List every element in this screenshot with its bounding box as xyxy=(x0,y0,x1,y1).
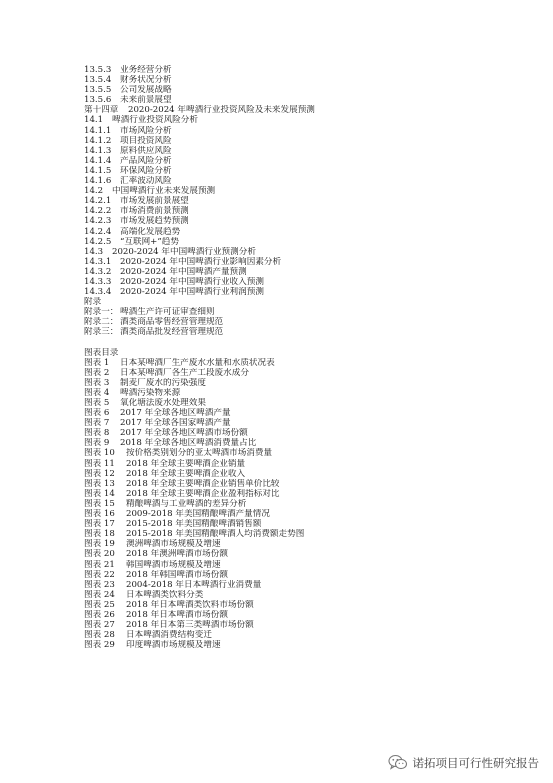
toc-entry xyxy=(84,368,524,378)
toc-entry-title: 2018 年全球主要啤酒企业盈利指标对比 xyxy=(126,488,280,499)
toc-entry xyxy=(84,85,524,95)
toc-entry xyxy=(84,489,524,499)
toc-entry-number: 13.5.4 xyxy=(84,75,112,86)
toc-entry-title: 2020-2024 年中国啤酒行业利润预测 xyxy=(120,287,264,298)
toc-entry xyxy=(84,378,524,388)
toc-entry-number: 14.2.4 xyxy=(84,226,112,237)
toc-entry-number: 附录 xyxy=(84,297,102,308)
toc-entry-number: 13.5.5 xyxy=(84,85,112,96)
toc-entry-title: 2018 年日本啤酒类饮料市场份额 xyxy=(126,599,254,610)
toc-entry-title: 未来前景展望 xyxy=(120,95,172,106)
toc-entry-title: 2018 年日本第三类啤酒市场份额 xyxy=(126,620,254,631)
toc-entry xyxy=(84,499,524,509)
toc-entry xyxy=(84,438,524,448)
toc-entry xyxy=(84,216,524,226)
toc-entry-title: 日本某啤酒厂各生产工段废水成分 xyxy=(120,367,249,378)
toc-entry xyxy=(84,65,524,75)
toc-entry-number: 附录二： xyxy=(84,317,119,328)
toc-entry-number: 图表 28 xyxy=(84,630,115,641)
toc-entry xyxy=(84,105,524,115)
toc-entry-number: 14.1.2 xyxy=(84,135,112,146)
toc-entry-number: 图表 14 xyxy=(84,488,115,499)
toc-entry-title: 氧化塘法废水处理效果 xyxy=(120,398,206,408)
toc-entry-number: 图表 10 xyxy=(84,448,115,459)
toc-entry-number: 图表 1 xyxy=(84,357,110,368)
toc-entry-number: 图表 21 xyxy=(84,559,115,570)
toc-entry-title: 业务经营分析 xyxy=(120,65,172,75)
section-spacer xyxy=(84,338,524,348)
toc-entry-title: 2020-2024 年中国啤酒行业预测分析 xyxy=(112,246,256,257)
toc-entry-title: 2020-2024 年中国啤酒行业收入预测 xyxy=(120,276,264,287)
wechat-icon xyxy=(388,754,408,771)
toc-entry-number: 图表目录 xyxy=(84,347,119,358)
toc-entry xyxy=(84,398,524,408)
toc-entry-title: 啤酒污染物来源 xyxy=(120,387,181,398)
toc-entry xyxy=(84,277,524,287)
toc-entry-number: 14.1.5 xyxy=(84,165,112,176)
toc-entry xyxy=(84,630,524,640)
toc-entry-title: 环保风险分析 xyxy=(120,165,172,176)
toc-entry xyxy=(84,267,524,277)
toc-entry xyxy=(84,95,524,105)
toc-entry xyxy=(84,610,524,620)
toc-entry-number: 图表 25 xyxy=(84,599,115,610)
toc-entry xyxy=(84,257,524,267)
toc-entry xyxy=(84,600,524,610)
toc-entry xyxy=(84,418,524,428)
toc-entry-number: 14.2 xyxy=(84,186,104,197)
toc-entry xyxy=(84,519,524,529)
toc-entry-title: 酒类商品批发经营管理规范 xyxy=(120,327,224,338)
toc-entry xyxy=(84,590,524,600)
toc-entry-title: 制麦厂废水的污染强度 xyxy=(120,377,206,388)
toc-entry-number: 14.2.2 xyxy=(84,206,112,217)
toc-entry-number: 图表 27 xyxy=(84,620,115,631)
toc-entry-title: 2009-2018 年美国精酿啤酒产量情况 xyxy=(126,509,270,520)
toc-entry-number: 图表 6 xyxy=(84,408,110,419)
toc-entry xyxy=(84,459,524,469)
toc-entry xyxy=(84,75,524,85)
toc-entry-title: 日本啤酒消费结构变迁 xyxy=(126,630,212,641)
toc-entry xyxy=(84,227,524,237)
toc-entry-title: 市场消费前景预测 xyxy=(120,206,189,217)
toc-entry-number: 图表 2 xyxy=(84,367,110,378)
toc-entry xyxy=(84,529,524,539)
toc-entry xyxy=(84,126,524,136)
toc-entry-title: 市场发展前景展望 xyxy=(120,196,189,207)
toc-entry-number: 14.2.3 xyxy=(84,216,112,227)
toc-entry-title: 产品风险分析 xyxy=(120,155,172,166)
toc-entry-title: 2017 年全球各地区啤酒产量 xyxy=(120,408,231,419)
toc-entry-number: 14.1.3 xyxy=(84,145,112,156)
toc-entry xyxy=(84,388,524,398)
toc-entry-number: 图表 13 xyxy=(84,478,115,489)
toc-entry xyxy=(84,327,524,337)
toc-entry-title: 2018 年全球主要啤酒企业收入 xyxy=(126,468,246,479)
toc-entry-number: 图表 24 xyxy=(84,589,115,600)
toc-entry-number: 图表 12 xyxy=(84,468,115,479)
toc-entry-title: 印度啤酒市场规模及增速 xyxy=(126,640,221,651)
toc-entry-number: 14.2.1 xyxy=(84,196,112,207)
toc-entry-title: 2015-2018 年美国精酿啤酒人均消费额走势图 xyxy=(126,529,305,540)
toc-entry-title: 酒类商品零售经营管理规范 xyxy=(120,317,224,328)
toc-entry-number: 图表 15 xyxy=(84,498,115,509)
toc-entry-title: 日本某啤酒厂生产废水水量和水质状况表 xyxy=(120,357,275,368)
toc-entry-number: 图表 11 xyxy=(84,458,115,469)
toc-entry-number: 14.1.1 xyxy=(84,125,112,136)
toc-entry xyxy=(84,146,524,156)
toc-entry xyxy=(84,570,524,580)
toc-entry-number: 14.1.6 xyxy=(84,176,112,187)
toc-entry-title: 汇率波动风险 xyxy=(120,176,172,187)
toc-entry-title: 高端化发展趋势 xyxy=(120,226,181,237)
toc-entry-title: 2015-2018 年美国精酿啤酒销售额 xyxy=(126,519,262,530)
toc-entry-title: 啤酒生产许可证审查细则 xyxy=(120,307,215,318)
toc-entry-title: 2004-2018 年日本啤酒行业消费量 xyxy=(126,579,262,590)
toc-entry xyxy=(84,358,524,368)
toc-entry-number: 图表 9 xyxy=(84,438,110,449)
toc-entry xyxy=(84,428,524,438)
toc-entry xyxy=(84,136,524,146)
toc-entry-title: 2018 年澳洲啤酒市场份额 xyxy=(126,549,228,560)
toc-entry-title: 精酿啤酒与工业啤酒的差异分析 xyxy=(126,498,247,509)
table-of-contents xyxy=(84,65,524,650)
toc-entry-title: 市场风险分析 xyxy=(120,125,172,136)
toc-entry-title: 2020-2024 年中国啤酒产量预测 xyxy=(120,266,247,277)
toc-entry-number: 14.3 xyxy=(84,246,104,257)
toc-entry-number: 14.1 xyxy=(84,115,104,126)
toc-entry-title: 项目投资风险 xyxy=(120,135,172,146)
toc-entry xyxy=(84,307,524,317)
toc-entry-title: 2020-2024 年啤酒行业投资风险及未来发展预测 xyxy=(128,105,315,116)
toc-entry-title: 财务状况分析 xyxy=(120,75,172,86)
toc-entry xyxy=(84,237,524,247)
toc-entry-number: 图表 17 xyxy=(84,519,115,530)
toc-entry-number: 图表 22 xyxy=(84,569,115,580)
toc-entry xyxy=(84,156,524,166)
toc-entry xyxy=(84,580,524,590)
toc-entry-title: 按价格类别划分的亚太啤酒市场消费量 xyxy=(126,448,273,459)
toc-entry xyxy=(84,408,524,418)
toc-entry-number: 图表 20 xyxy=(84,549,115,560)
toc-entry xyxy=(84,539,524,549)
toc-entry-number: 图表 18 xyxy=(84,529,115,540)
toc-entry-number: 图表 3 xyxy=(84,377,110,388)
toc-entry xyxy=(84,206,524,216)
toc-entry-title: 2018 年全球主要啤酒企业销售单价比较 xyxy=(126,478,280,489)
toc-entry-number: 附录一： xyxy=(84,307,119,318)
toc-entry-number: 14.1.4 xyxy=(84,155,112,166)
toc-entry-title: 公司发展战略 xyxy=(120,85,172,96)
toc-entry xyxy=(84,469,524,479)
toc-entry xyxy=(84,620,524,630)
toc-entry-number: 图表 4 xyxy=(84,387,110,398)
toc-entry-title: 2017 年全球各地区啤酒市场份额 xyxy=(120,428,248,439)
toc-entry xyxy=(84,247,524,257)
toc-entry-number: 图表 23 xyxy=(84,579,115,590)
toc-entry-number: 14.3.2 xyxy=(84,266,112,277)
toc-entry-title: 2018 年日本啤酒市场份额 xyxy=(126,609,228,620)
toc-entry-number: 14.3.3 xyxy=(84,276,112,287)
toc-entry-number: 图表 7 xyxy=(84,418,110,429)
toc-entry xyxy=(84,186,524,196)
toc-entry xyxy=(84,297,524,307)
toc-entry-number: 图表 16 xyxy=(84,509,115,520)
toc-entry-number: 图表 5 xyxy=(84,398,110,408)
toc-entry-number: 第十四章 xyxy=(84,105,119,116)
toc-entry xyxy=(84,448,524,458)
toc-entry xyxy=(84,479,524,489)
toc-entry-number: 14.3.1 xyxy=(84,256,112,267)
toc-entry-title: 澳洲啤酒市场规模及增速 xyxy=(126,539,221,550)
toc-entry xyxy=(84,115,524,125)
toc-entry-number: 14.3.4 xyxy=(84,287,112,298)
toc-entry-number: 图表 26 xyxy=(84,609,115,620)
toc-entry-number: 图表 19 xyxy=(84,539,115,550)
toc-entry xyxy=(84,560,524,570)
toc-entry-title: 2017 年全球各国家啤酒产量 xyxy=(120,418,231,429)
toc-entry-number: 13.5.3 xyxy=(84,65,112,75)
toc-entry xyxy=(84,509,524,519)
toc-entry-title: 2018 年全球各地区啤酒消费量占比 xyxy=(120,438,257,449)
toc-entry-number: 附录三： xyxy=(84,327,119,338)
toc-entry-number: 14.2.5 xyxy=(84,236,112,247)
toc-entry-title: 啤酒行业投资风险分析 xyxy=(112,115,198,126)
toc-entry-title: “互联网+”趋势 xyxy=(120,236,179,247)
toc-entry xyxy=(84,549,524,559)
toc-entry-title: 2018 年韩国啤酒市场份额 xyxy=(126,569,228,580)
wechat-watermark xyxy=(388,754,540,771)
toc-entry xyxy=(84,287,524,297)
watermark-text: 诺拓项目可行性研究报告 xyxy=(412,755,539,770)
toc-entry xyxy=(84,166,524,176)
toc-entry-title: 2020-2024 年中国啤酒行业影响因素分析 xyxy=(120,256,282,267)
toc-entry-title: 市场发展趋势预测 xyxy=(120,216,189,227)
toc-entry-title: 2018 年全球主要啤酒企业销量 xyxy=(126,458,246,469)
toc-entry xyxy=(84,348,524,358)
toc-entry-title: 韩国啤酒市场规模及增速 xyxy=(126,559,221,570)
toc-entry-title: 中国啤酒行业未来发展预测 xyxy=(112,186,216,197)
toc-entry xyxy=(84,640,524,650)
toc-entry-number: 13.5.6 xyxy=(84,95,112,106)
toc-entry-number: 图表 29 xyxy=(84,640,115,651)
toc-entry xyxy=(84,196,524,206)
toc-entry xyxy=(84,317,524,327)
toc-entry-title: 原料供应风险 xyxy=(120,145,172,156)
toc-entry xyxy=(84,176,524,186)
toc-entry-number: 图表 8 xyxy=(84,428,110,439)
toc-entry-title: 日本啤酒类饮料分类 xyxy=(126,589,204,600)
